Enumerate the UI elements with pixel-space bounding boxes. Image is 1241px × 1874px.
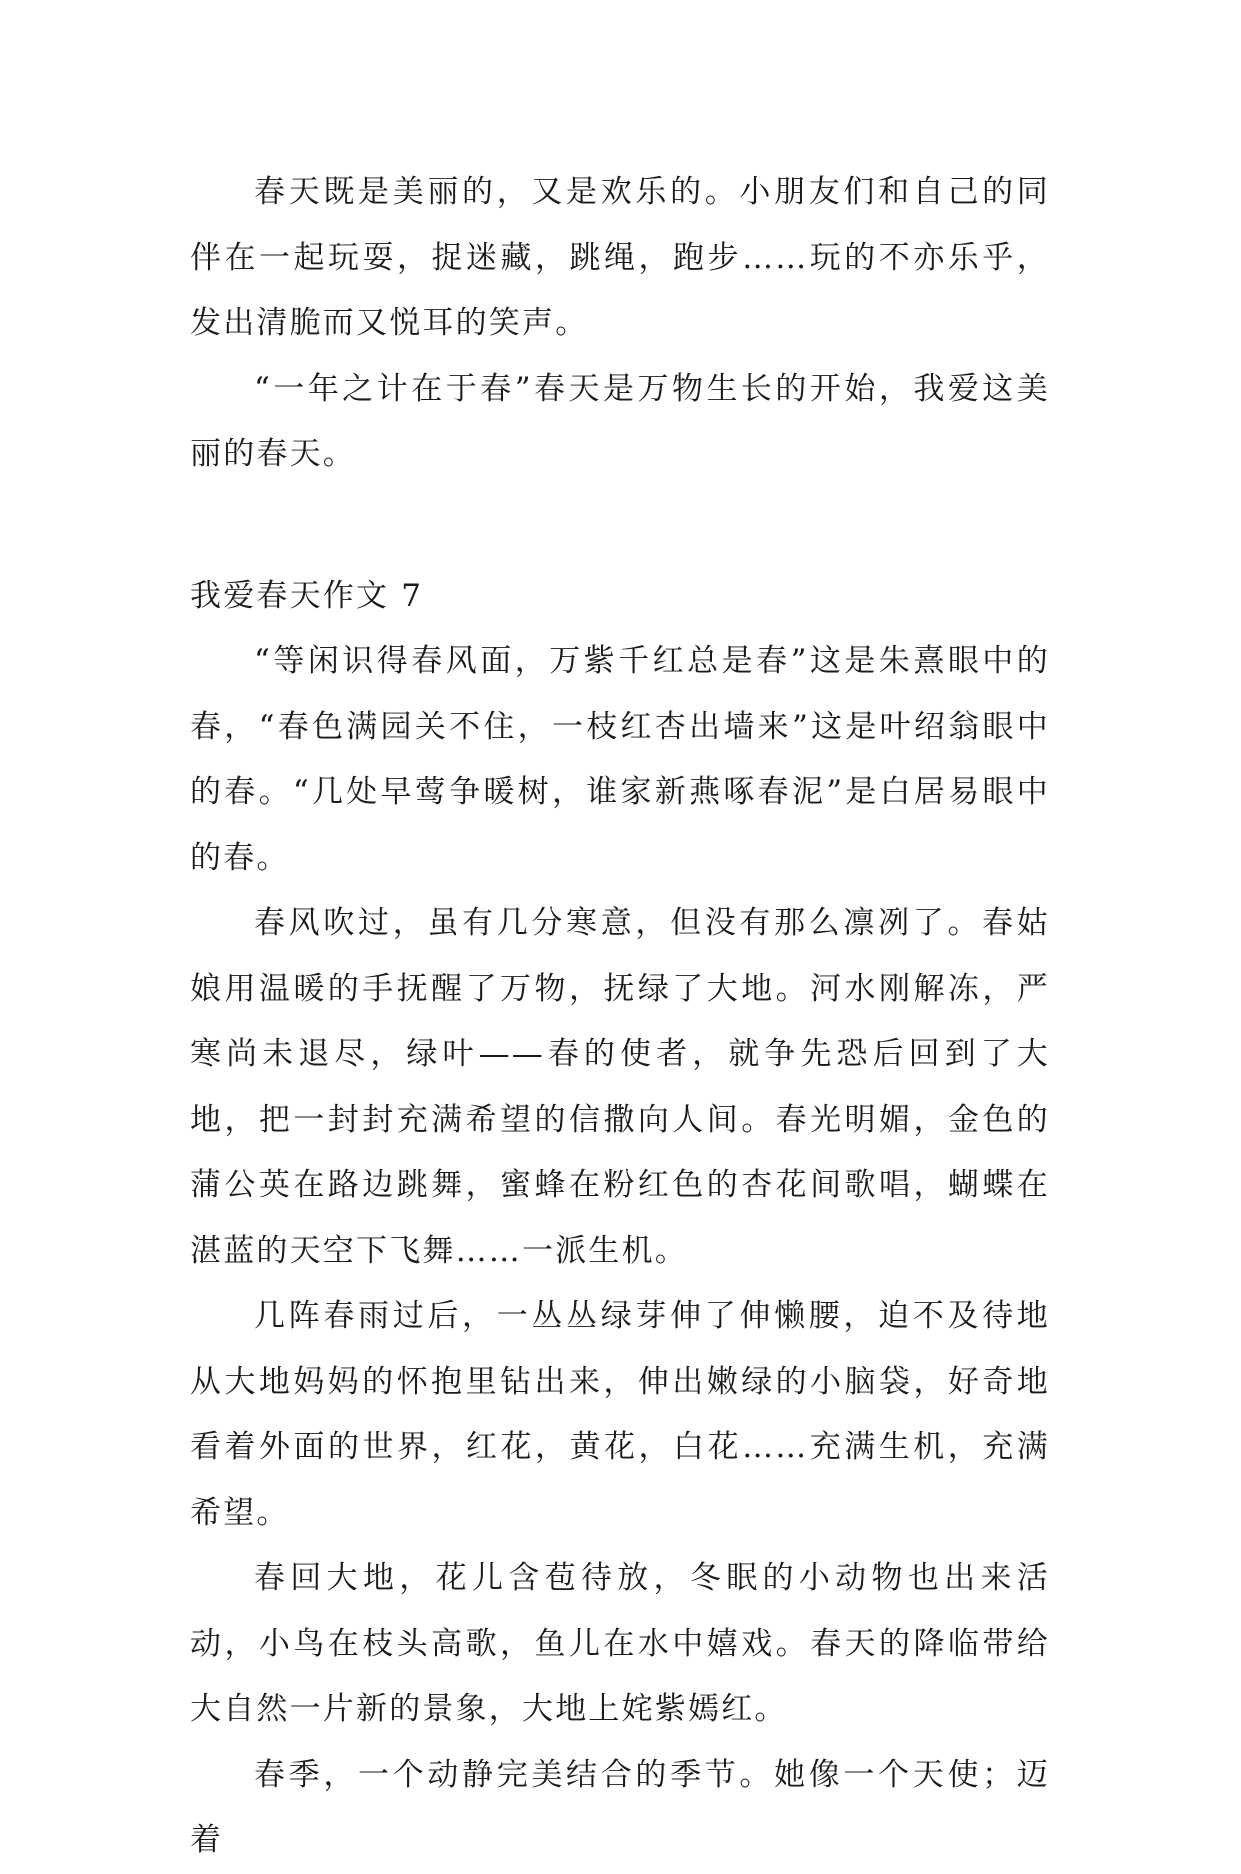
document-body xyxy=(190,160,1050,1874)
paragraph: 春风吹过，虽有几分寒意，但没有那么凛冽了。春姑娘用温暖的手抚醒了万物，抚绿了大地。河水刚解冻，严寒尚未退尽，绿叶——春的使者，就争先恐后回到了大地，把一封封充满希望的信撒向人间。春光明媚，金色的蒲公英在路边跳舞，蜜蜂在粉红色的杏花间歌唱，蝴蝶在湛蓝的天空下飞舞……一派生机。 xyxy=(190,905,1050,1269)
paragraph: 春天既是美丽的，又是欢乐的。小朋友们和自己的同伴在一起玩耍，捉迷藏，跳绳，跑步……玩的不亦乐乎，发出清脆而又悦耳的笑声。 xyxy=(190,174,1050,341)
paragraph: 春回大地，花儿含苞待放，冬眠的小动物也出来活动，小鸟在枝头高歌，鱼儿在水中嬉戏。春天的降临带给大自然一片新的景象，大地上姹紫嫣红。 xyxy=(190,1560,1050,1727)
paragraph: 春季，一个动静完美结合的季节。她像一个天使；迈着 xyxy=(190,1756,1050,1858)
section-gap xyxy=(190,488,1050,564)
paragraph: 几阵春雨过后，一丛丛绿芽伸了伸懒腰，迫不及待地从大地妈妈的怀抱里钻出来，伸出嫩绿的小脑袋，好奇地看着外面的世界，红花，黄花，白花……充满生机，充满希望。 xyxy=(190,1298,1050,1531)
paragraph: “等闲识得春风面，万紫千红总是春”这是朱熹眼中的春，“春色满园关不住，一枝红杏出墙来”这是叶绍翁眼中的春。“几处早莺争暖树，谁家新燕啄春泥”是白居易眼中的春。 xyxy=(190,643,1050,876)
section-title: 我爱春天作文 7 xyxy=(190,577,424,614)
paragraph: “一年之计在于春”春天是万物生长的开始，我爱这美丽的春天。 xyxy=(190,370,1050,472)
